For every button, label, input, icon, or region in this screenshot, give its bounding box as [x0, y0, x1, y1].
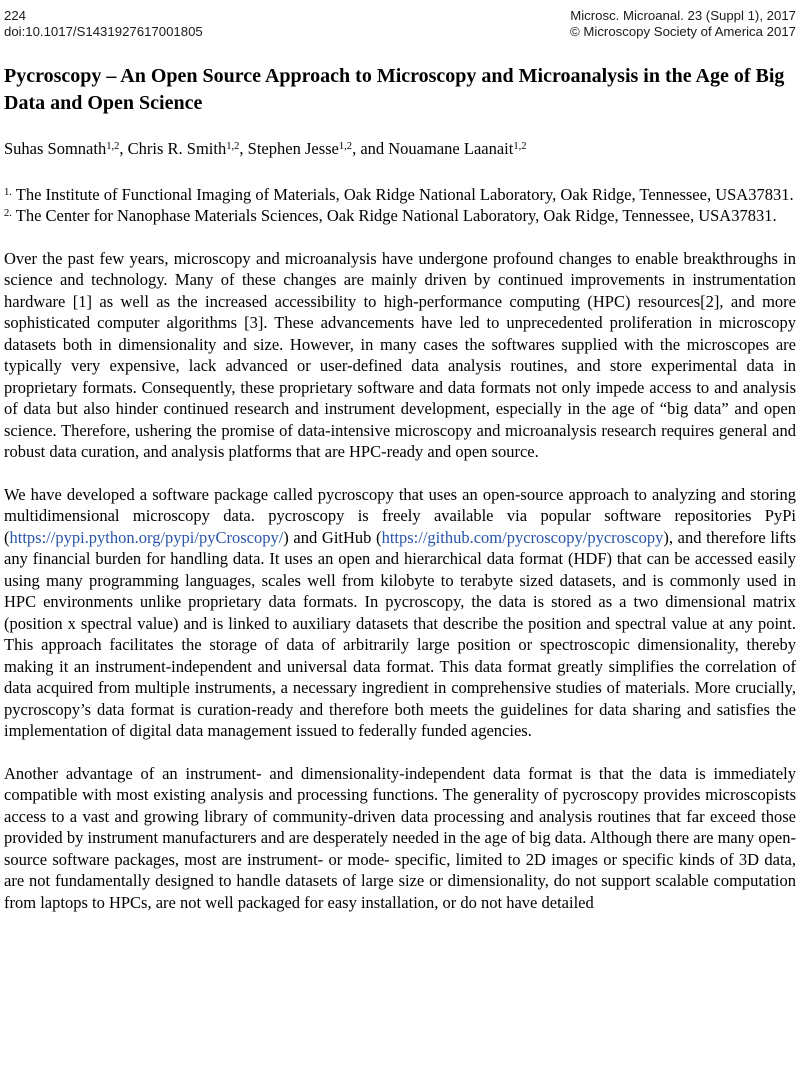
affiliation-list: [4, 184, 796, 227]
copyright-notice: © Microscopy Society of America 2017: [570, 23, 796, 39]
author-name: Suhas Somnath: [4, 139, 107, 158]
journal-header-left: [4, 8, 203, 39]
author: [4, 139, 128, 158]
page-number: 224: [4, 8, 27, 23]
paragraph-2-text-b: ) and GitHub (: [283, 527, 382, 547]
author-affiliation-sup: 1,2: [513, 141, 527, 153]
paragraph-2: [4, 484, 796, 742]
affiliation-marker: 1.: [4, 186, 12, 198]
author-separator: ,: [119, 139, 128, 158]
author-separator: ,: [239, 139, 248, 158]
affiliation-1: [4, 184, 796, 206]
paper-title: Pycroscopy – An Open Source Approach to Microscopy and Microanalysis in the Age of Big Data and Open Science: [4, 65, 785, 114]
author-affiliation-sup: 1,2: [338, 141, 353, 153]
journal-header-right: [570, 8, 796, 39]
affiliation-text: The Institute of Functional Imaging of Materials, Oak Ridge National Laboratory, Oak Ridge, Tennessee, USA37831.: [15, 184, 794, 204]
paragraph-3: Another advantage of an instrument- and dimensionality-independent data format is that the data is immediately compatible with most existing analysis and processing functions. The generality of pycroscopy provides microscopists access to a vast and growing library of community-driven data processing and analysis routines that far exceed those provided by instrument manufacturers and are desperately needed in the age of big data. Although there are many open-source software packages, most are instrument- or mode- specific, limited to 2D images or specific kinds of 3D data, are not fundamentally designed to handle datasets of large size or dimensionality, do not support scalable computation from laptops to HPCs, are not well packaged for easy installation, or do not have detailed: [4, 763, 796, 912]
affiliation-2: [4, 205, 796, 227]
pypi-link[interactable]: https://pypi.python.org/pypi/pyCroscopy/: [9, 527, 284, 547]
paragraph-2-text-c: ), and therefore lifts any financial burden for handling data. It uses an open and hierarchical data format (HDF) that can be accessed easily using many programming languages, scales well from kilobyte to terabyte sized datasets, and is commonly used in HPC environments unlike proprietary data formats. In pycroscopy, the data is stored as a two dimensional matrix (position x spectral value) and is linked to auxiliary datasets that describe the position and spectral value at any point. This approach facilitates the storage of data of arbitrarily large position or spectroscopic dimensionality, thereby making it an instrument-independent and universal data format. This data format greatly simplifies the correlation of data acquired from multiple instruments, a necessary ingredient in comprehensive studies of materials. More crucially, pycroscopy’s data format is curation-ready and therefore both meets the guidelines for data sharing and satisfies the implementation of digital data management issued to federally funded agencies.: [4, 527, 796, 740]
author-separator: , and: [352, 139, 389, 158]
author: [128, 139, 248, 158]
paragraph-2-text-a: We have developed a software package called pycroscopy that uses an open-source approach to analyzing and storing multidimensional microscopy data. pycroscopy is freely available via popular software repositories PyPi (: [4, 484, 796, 547]
author: [388, 139, 526, 158]
affiliation-marker: 2.: [4, 208, 12, 220]
affiliation-text: The Center for Nanophase Materials Sciences, Oak Ridge National Laboratory, Oak Ridge, Tennessee, USA37831.: [15, 206, 777, 225]
github-link[interactable]: https://github.com/pycroscopy/pycroscopy: [381, 527, 664, 547]
author: [248, 139, 389, 158]
author-name: Stephen Jesse: [247, 139, 339, 158]
author-affiliation-sup: 1,2: [226, 141, 240, 153]
author-name: Nouamane Laanait: [388, 139, 514, 158]
author-name: Chris R. Smith: [127, 139, 227, 158]
author-affiliation-sup: 1,2: [106, 141, 120, 153]
journal-reference: Microsc. Microanal. 23 (Suppl 1), 2017: [570, 8, 796, 23]
author-list: [4, 138, 796, 160]
doi-text: doi:10.1017/S1431927617001805: [4, 23, 203, 39]
paragraph-1: Over the past few years, microscopy and microanalysis have undergone profound changes to enable breakthroughs in science and technology. Many of these changes are mainly driven by continued improvements in instrumentation hardware [1] as well as the increased accessibility to high-performance computing (HPC) resources[2], and more sophisticated computer algorithms [3]. These advancements have led to unprecedented proliferation in microscopy datasets both in dimensionality and size. However, in many cases the softwares supplied with the microscopes are typically very expensive, lack advanced or user-defined data analysis routines, and store experimental data in proprietary formats. Consequently, these proprietary software and data formats not only impede access to and analysis of data but also hinder continued research and instrument development, especially in the age of “big data” and open science. Therefore, ushering the promise of data-intensive microscopy and microanalysis research requires general and robust data curation, and analysis platforms that are HPC-ready and open source.: [4, 248, 796, 461]
journal-header: [4, 8, 796, 39]
